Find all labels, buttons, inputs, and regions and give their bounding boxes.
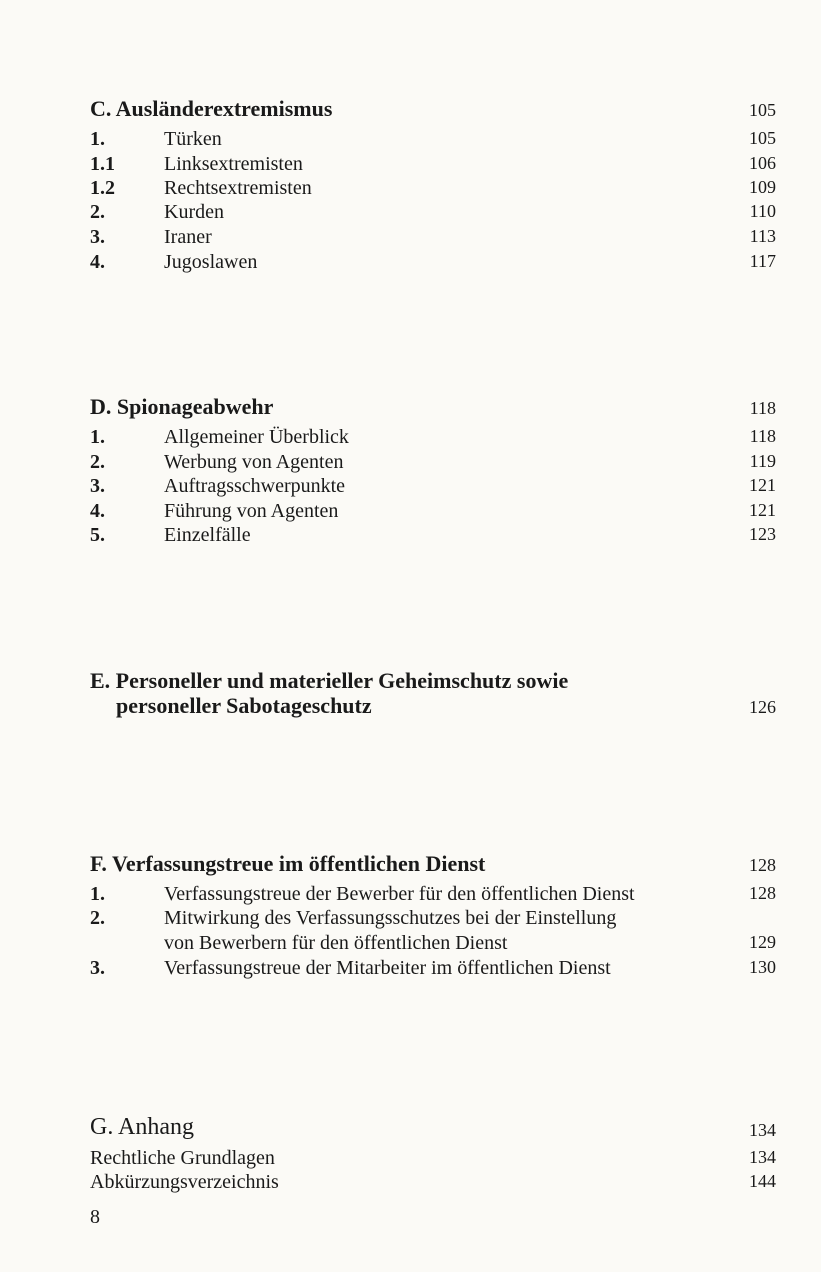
item-number: 2. <box>90 907 105 929</box>
item-page: 121 <box>749 500 776 520</box>
item-text: Führung von Agenten <box>164 500 339 522</box>
heading-page: 128 <box>749 855 776 875</box>
heading-text: F. Verfassungstreue im öffentlichen Dienst <box>90 851 486 876</box>
item-text: Rechtsextremisten <box>164 177 312 199</box>
item-text: Verfassungstreue der Bewerber für den öffentlichen Dienst <box>164 883 635 905</box>
toc-item <box>90 451 776 477</box>
toc-item <box>90 426 776 452</box>
toc-heading-f <box>90 851 776 877</box>
item-page: 109 <box>749 177 776 197</box>
item-number: 3. <box>90 475 105 497</box>
toc-item <box>90 1171 776 1197</box>
item-number: 3. <box>90 957 105 979</box>
toc-item <box>90 1147 776 1173</box>
item-text: Auftragsschwerpunkte <box>164 475 346 497</box>
item-number: 1. <box>90 128 105 150</box>
item-page: 134 <box>749 1147 776 1167</box>
heading-text: G. Anhang <box>90 1114 194 1140</box>
toc-item <box>90 153 776 179</box>
item-text: Verfassungstreue der Mitarbeiter im öffentlichen Dienst <box>164 957 611 979</box>
item-page: 105 <box>749 128 776 148</box>
item-text: Werbung von Agenten <box>164 451 344 473</box>
item-text: Türken <box>164 128 222 150</box>
heading-page: 118 <box>749 398 776 418</box>
heading-page: 134 <box>749 1120 776 1140</box>
heading-page: 105 <box>749 100 776 120</box>
item-number: 2. <box>90 201 105 223</box>
item-text: Rechtliche Grundlagen <box>90 1147 275 1169</box>
item-page: 144 <box>749 1171 776 1191</box>
toc-item <box>90 907 776 933</box>
item-text: Abkürzungsverzeichnis <box>90 1171 279 1193</box>
toc-item <box>90 883 776 909</box>
item-page: 119 <box>749 451 776 471</box>
item-number: 1.1 <box>90 153 115 175</box>
page-number: 8 <box>90 1206 100 1228</box>
item-text: Linksextremisten <box>164 153 303 175</box>
heading-text: C. Ausländerextremismus <box>90 96 333 121</box>
toc-item <box>90 201 776 227</box>
item-number: 2. <box>90 451 105 473</box>
item-page: 121 <box>749 475 776 495</box>
item-text: Einzelfälle <box>164 524 251 546</box>
heading-text-line1: E. Personeller und materieller Geheimschutz sowie <box>90 668 569 693</box>
item-page: 110 <box>749 201 776 221</box>
item-text-cont: von Bewerbern für den öffentlichen Dienst <box>164 932 508 954</box>
item-number: 4. <box>90 251 105 273</box>
item-page: 118 <box>749 426 776 446</box>
toc-item <box>90 226 776 252</box>
item-text: Allgemeiner Überblick <box>164 426 349 448</box>
toc-heading-c <box>90 96 776 122</box>
item-page: 106 <box>749 153 776 173</box>
item-number: 1.2 <box>90 177 115 199</box>
item-text: Mitwirkung des Verfassungsschutzes bei der Einstellung <box>164 907 617 929</box>
item-page: 113 <box>749 226 776 246</box>
toc-item <box>90 177 776 203</box>
toc-item <box>90 524 776 550</box>
toc-item <box>90 957 776 983</box>
heading-page: 126 <box>749 697 776 717</box>
toc-heading-e <box>90 668 776 694</box>
toc-item <box>90 128 776 154</box>
item-page: 130 <box>749 957 776 977</box>
toc-item-cont <box>90 932 776 958</box>
item-page: 123 <box>749 524 776 544</box>
toc-heading-d <box>90 394 776 420</box>
item-page: 117 <box>749 251 776 271</box>
toc-heading-g <box>90 1114 776 1140</box>
item-number: 4. <box>90 500 105 522</box>
heading-text-line2: personeller Sabotageschutz <box>116 693 372 718</box>
item-number: 1. <box>90 426 105 448</box>
item-page: 128 <box>749 883 776 903</box>
item-number: 1. <box>90 883 105 905</box>
toc-item <box>90 475 776 501</box>
toc-item <box>90 251 776 277</box>
item-page: 129 <box>749 932 776 952</box>
item-number: 5. <box>90 524 105 546</box>
item-text: Iraner <box>164 226 212 248</box>
item-text: Jugoslawen <box>164 251 258 273</box>
toc-heading-e-cont <box>90 693 776 719</box>
item-number: 3. <box>90 226 105 248</box>
heading-text: D. Spionageabwehr <box>90 394 274 419</box>
toc-item <box>90 500 776 526</box>
item-text: Kurden <box>164 201 224 223</box>
